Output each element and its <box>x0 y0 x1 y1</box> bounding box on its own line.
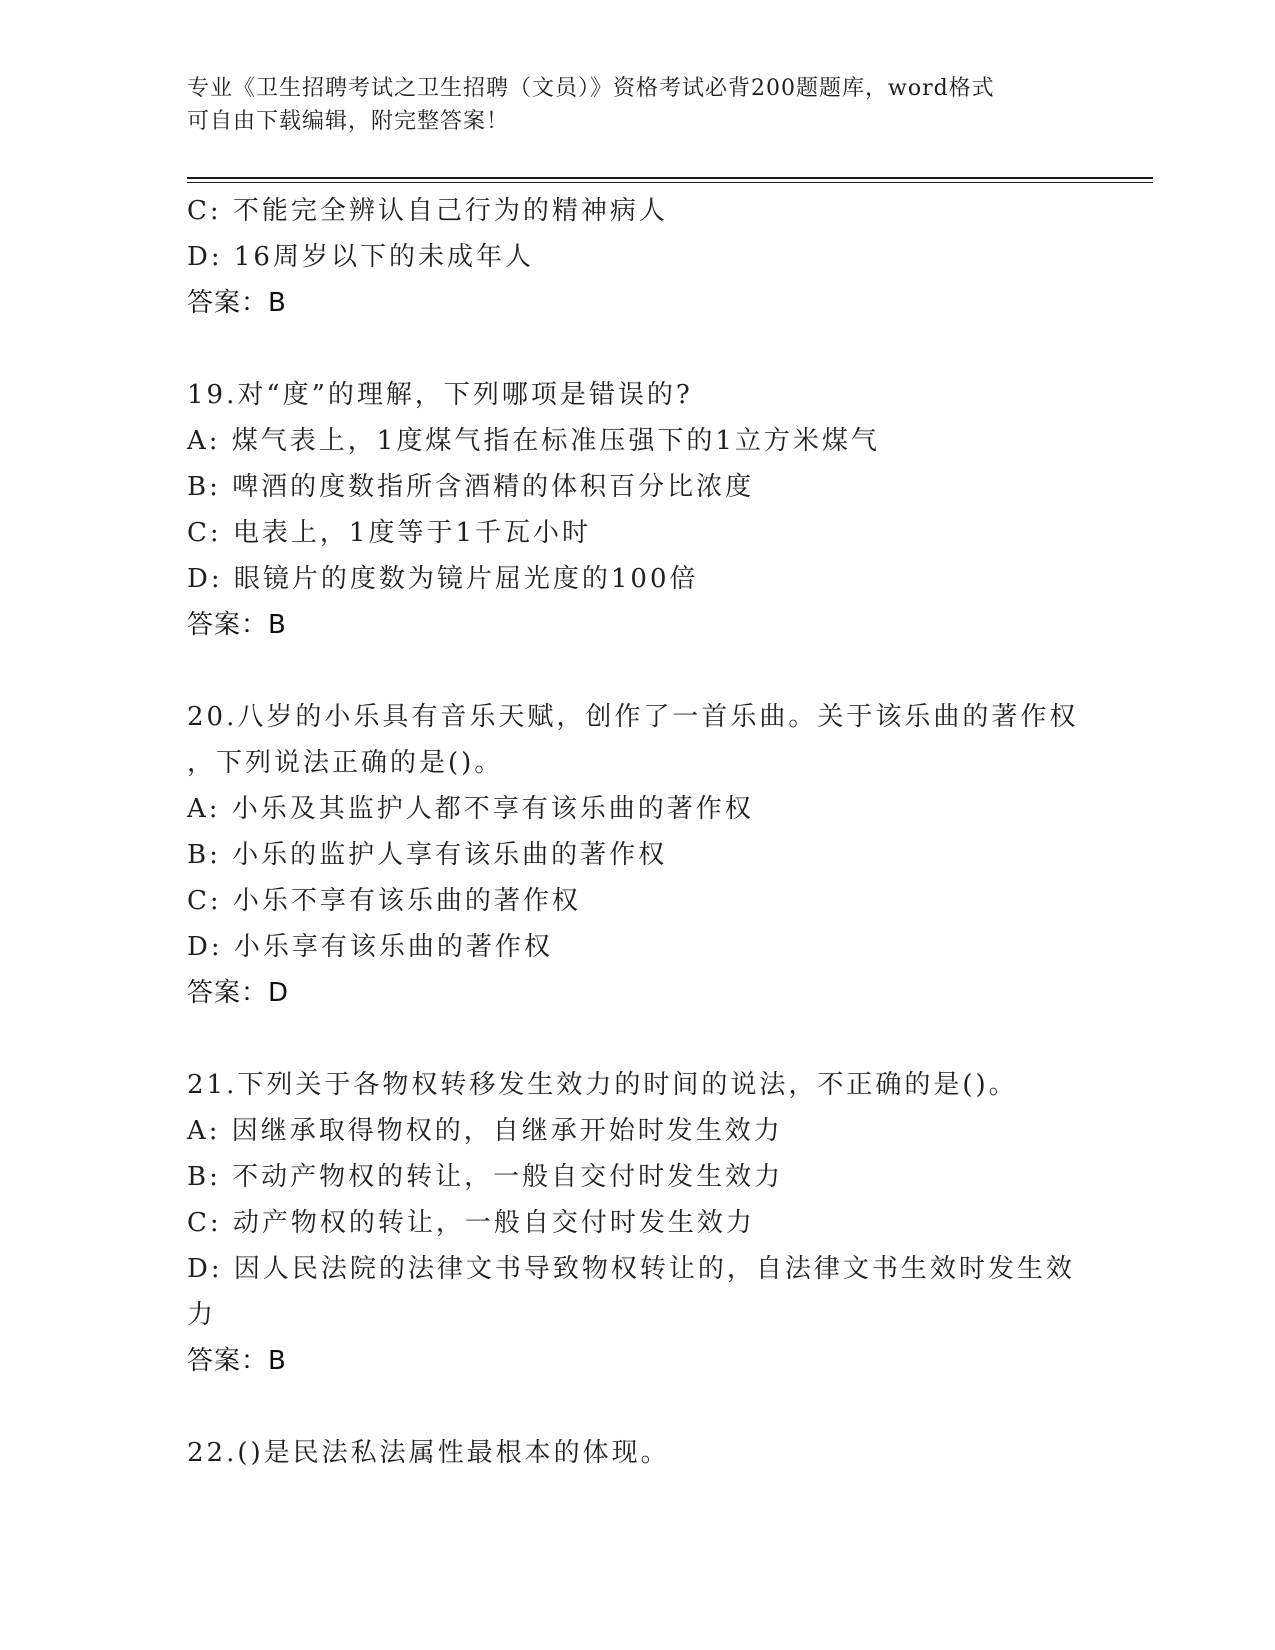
question-stem-continued: ，下列说法正确的是()。 <box>187 748 504 778</box>
option-c: C: 不能完全辨认自己行为的精神病人 <box>187 196 668 226</box>
option-d: D: 小乐享有该乐曲的著作权 <box>187 932 553 962</box>
spacer <box>187 326 1067 372</box>
spacer <box>187 1384 1067 1430</box>
question-block-previous <box>187 188 1067 326</box>
header-rule-thick <box>187 177 1153 179</box>
option-b: B: 不动产物权的转让，一般自交付时发生效力 <box>187 1162 784 1192</box>
option-c: C: 小乐不享有该乐曲的著作权 <box>187 886 581 916</box>
question-stem: 20.八岁的小乐具有音乐天赋，创作了一首乐曲。关于该乐曲的著作权 <box>187 702 1079 732</box>
option-d-continued: 力 <box>187 1300 217 1330</box>
answer-line: 答案：B <box>187 1346 287 1376</box>
option-b: B: 小乐的监护人享有该乐曲的著作权 <box>187 840 668 870</box>
option-d: D: 因人民法院的法律文书导致物权转让的，自法律文书生效时发生效 <box>187 1254 1075 1284</box>
spacer <box>187 1016 1067 1062</box>
question-stem: 21.下列关于各物权转移发生效力的时间的说法，不正确的是()。 <box>187 1070 1018 1100</box>
header-rule-thin <box>187 182 1153 183</box>
question-stem: 22.()是民法私法属性最根本的体现。 <box>187 1438 670 1468</box>
option-d: D: 16周岁以下的未成年人 <box>187 242 534 272</box>
option-d: D: 眼镜片的度数为镜片屈光度的100倍 <box>187 564 699 594</box>
document-header <box>187 72 1087 138</box>
question-stem: 19.对“度”的理解，下列哪项是错误的? <box>187 380 693 410</box>
question-block-20 <box>187 694 1079 1016</box>
question-list <box>187 188 1079 1476</box>
option-c: C: 电表上，1度等于1千瓦小时 <box>187 518 592 548</box>
answer-line: 答案：D <box>187 978 290 1008</box>
option-a: A: 小乐及其监护人都不享有该乐曲的著作权 <box>187 794 754 824</box>
question-block-21 <box>187 1062 1075 1384</box>
answer-line: 答案：B <box>187 610 287 640</box>
spacer <box>187 648 1067 694</box>
answer-line: 答案：B <box>187 288 287 318</box>
question-block-19 <box>187 372 1067 648</box>
header-line-2: 可自由下载编辑，附完整答案！ <box>187 109 510 134</box>
header-line-1: 专业《卫生招聘考试之卫生招聘（文员）》资格考试必背200题题库，word格式 <box>187 76 995 101</box>
option-c: C: 动产物权的转让，一般自交付时发生效力 <box>187 1208 755 1238</box>
option-b: B: 啤酒的度数指所含酒精的体积百分比浓度 <box>187 472 755 502</box>
question-block-22 <box>187 1430 1067 1476</box>
option-a: A: 因继承取得物权的，自继承开始时发生效力 <box>187 1116 783 1146</box>
option-a: A: 煤气表上，1度煤气指在标准压强下的1立方米煤气 <box>187 426 880 456</box>
